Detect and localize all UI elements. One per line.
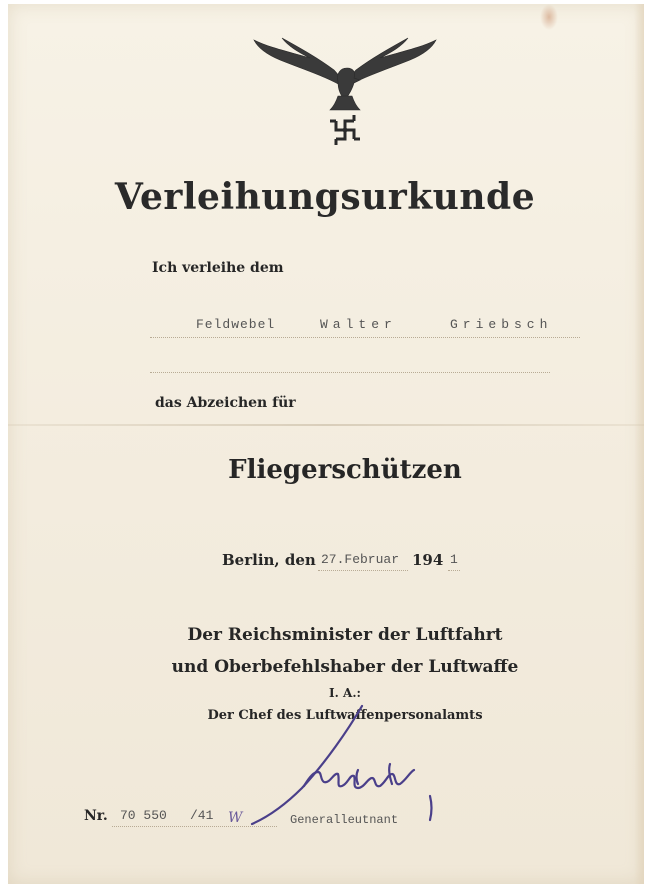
intro-text: Ich verleihe dem xyxy=(152,260,284,276)
paper-fold xyxy=(8,424,644,426)
paper-edge xyxy=(634,4,644,884)
paper-stain xyxy=(540,4,558,30)
year-dotted-line xyxy=(448,570,460,571)
number-value: 70 550 xyxy=(120,808,167,823)
number-dotted-line xyxy=(112,826,277,827)
authority-line-3: I. A.: xyxy=(329,686,361,700)
blank-line xyxy=(150,352,550,373)
authority-line-2: und Oberbefehlshaber der Luftwaffe xyxy=(171,657,519,677)
number-suffix: /41 xyxy=(190,808,214,823)
recipient-first-name: Walter xyxy=(320,317,397,332)
number-label: Nr. xyxy=(84,808,108,824)
recipient-rank: Feldwebel xyxy=(196,317,276,332)
recipient-line xyxy=(150,315,580,338)
badge-intro-text: das Abzeichen für xyxy=(155,395,296,411)
number-row xyxy=(84,806,284,830)
recipient-last-name: Griebsch xyxy=(450,317,553,332)
date-year-prefix: 194 xyxy=(412,551,444,569)
date-dotted-line xyxy=(318,570,408,571)
authority-line-4: Der Chef des Luftwaffenpersonalamts xyxy=(207,708,483,723)
date-day-month: 27.Februar xyxy=(321,552,400,567)
badge-name: Fliegerschützen xyxy=(228,455,462,485)
signer-rank: Generalleutnant xyxy=(290,813,399,827)
date-place: Berlin, den xyxy=(222,551,316,569)
certificate-title: Verleihungsurkunde xyxy=(114,176,536,218)
number-handwritten: W xyxy=(228,810,243,826)
date-year-suffix: 1 xyxy=(450,552,458,567)
authority-line-1: Der Reichsminister der Luftfahrt xyxy=(187,625,503,645)
eagle-emblem-icon xyxy=(250,30,440,150)
